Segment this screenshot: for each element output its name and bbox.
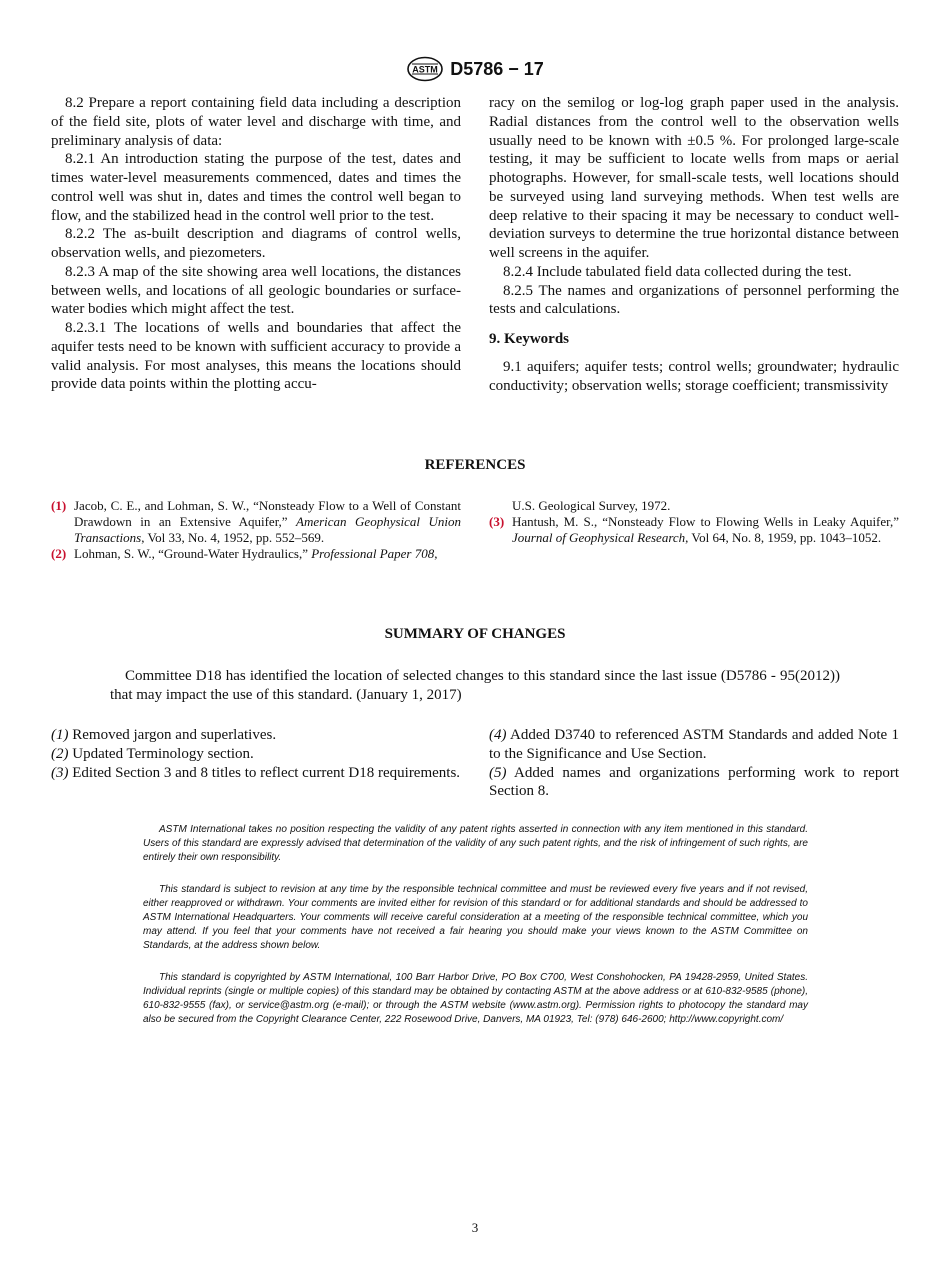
- reference-number: (3): [489, 514, 505, 529]
- keywords-text: 9.1 aquifers; aquifer tests; control wells; groundwater; hydraulic conductivity; observation wells; storage coefficient; transmissivity: [489, 358, 899, 394]
- change-item: (3) Edited Section 3 and 8 titles to reflect current D18 requirements.: [51, 764, 461, 781]
- body-left-column: [51, 94, 461, 394]
- change-item: (4) Added D3740 to referenced ASTM Standards and added Note 1 to the Significance and Use Section.: [489, 727, 899, 762]
- reference-number: (2): [51, 546, 67, 561]
- reference-item: (1) Jacob, C. E., and Lohman, S. W., “Nonsteady Flow to a Well of Constant Drawdown in an Extensive Aquifer,” American Geophysical Union Transactions, Vol 33, No. 4, 1952, pp. 552–569.: [51, 498, 461, 545]
- paragraph-8-2-5: 8.2.5 The names and organizations of personnel performing the tests and calculations.: [489, 282, 899, 318]
- revision-notice: This standard is subject to revision at any time by the responsible technical committee and must be reviewed every five years and if not revised, either reapproved or withdrawn. Your comments are invited either for revision of this standard or for additional standards and should be addressed to ASTM International Headquarters. Your comments will receive careful consideration at a meeting of the responsible technical committee, which you may attend. If you feel that your comments have not received a fair hearing you should make your views known to the ASTM Committee on Standards, at the address shown below.: [143, 884, 808, 951]
- summary-heading: SUMMARY OF CHANGES: [384, 626, 566, 642]
- change-item: (5) Added names and organizations performing work to report Section 8.: [489, 764, 899, 800]
- paragraph-continuation: racy on the semilog or log-log graph paper used in the analysis. Radial distances from the control well to the observation wells usually need to be known with ±0.5 %. For prolonged large-scale testing, it may be sufficient to locate wells from maps or aerial photographs. However, for small-scale tests, well locations should be surveyed using land surveying methods. When test wells are deep relative to their spacing it may be necessary to conduct well-deviation surveys to determine the true horizontal distance between well screens in the aquifer.: [489, 95, 899, 261]
- change-item: (2) Updated Terminology section.: [51, 745, 254, 762]
- change-item: (1) Removed jargon and superlatives.: [51, 727, 277, 743]
- paragraph-8-2-2: 8.2.2 The as-built description and diagrams of control wells, observation wells, and piezometers.: [51, 226, 461, 261]
- page-header: [0, 56, 950, 82]
- references-right-column: [489, 498, 899, 546]
- summary-intro: Committee D18 has identified the location of selected changes to this standard since the last issue (D5786 - 95(2012)) that may impact the use of this standard. (January 1, 2017): [110, 668, 840, 703]
- reference-item: (2) Lohman, S. W., “Ground-Water Hydraulics,” Professional Paper 708,: [51, 546, 438, 561]
- copyright-notice: This standard is copyrighted by ASTM International, 100 Barr Harbor Drive, PO Box C700, West Conshohocken, PA 19428-2959, United States. Individual reprints (single or multiple copies) of this standard may be obtained by contacting ASTM at the above address or at 610-832-9585 (phone), 610-832-9555 (fax), or service@astm.org (e-mail); or through the ASTM website (www.astm.org). Permission rights to photocopy the standard may also be secured from the Copyright Clearance Center, 222 Rosewood Drive, Danvers, MA 01923, Tel: (978) 646-2600; http://www.copyright.com/: [143, 972, 808, 1025]
- reference-item: (3) Hantush, M. S., “Nonsteady Flow to Flowing Wells in Leaky Aquifer,” Journal of Geophysical Research, Vol 64, No. 8, 1959, pp. 1043–1052.: [489, 514, 899, 545]
- paragraph-8-2-3: 8.2.3 A map of the site showing area well locations, the distances between wells, and locations of all geologic boundaries or surface-water bodies which might affect the test.: [51, 263, 461, 318]
- paragraph-8-2-1: 8.2.1 An introduction stating the purpose of the test, dates and times water-level measurements commenced, dates and times the control well was shut in, dates and times the control well began to flow, and the stabilized head in the control well prior to the test.: [51, 151, 461, 224]
- references-heading: REFERENCES: [424, 457, 526, 473]
- svg-text:ASTM: ASTM: [412, 64, 438, 75]
- paragraph-8-2-4: 8.2.4 Include tabulated field data collected during the test.: [503, 263, 852, 280]
- paragraph-8-2: 8.2 Prepare a report containing field data including a description of the field site, plots of water level and discharge with time, and preliminary analysis of data:: [51, 95, 461, 149]
- page-number: 3: [471, 1220, 479, 1235]
- paragraph-8-2-3-1: 8.2.3.1 The locations of wells and boundaries that affect the aquifer tests need to be known with sufficient accuracy to provide a valid analysis. For most analyses, this means the locations should provide data points within the plotting accu-: [51, 320, 461, 393]
- body-right-column: [489, 94, 899, 395]
- reference-number: (1): [51, 498, 67, 513]
- references-left-column: [51, 498, 461, 562]
- document-number: D5786 − 17: [450, 58, 544, 79]
- changes-left-column: [51, 726, 461, 782]
- patent-notice: ASTM International takes no position respecting the validity of any patent rights asserted in connection with any item mentioned in this standard. Users of this standard are expressly advised that determination of the validity of any such patent rights, and the risk of infringement of such rights, are entirely their own responsibility.: [143, 824, 808, 863]
- changes-right-column: [489, 726, 899, 801]
- reference-continuation: U.S. Geological Survey, 1972.: [512, 498, 671, 513]
- astm-logo-icon: [406, 56, 444, 82]
- keywords-heading: 9. Keywords: [489, 331, 569, 347]
